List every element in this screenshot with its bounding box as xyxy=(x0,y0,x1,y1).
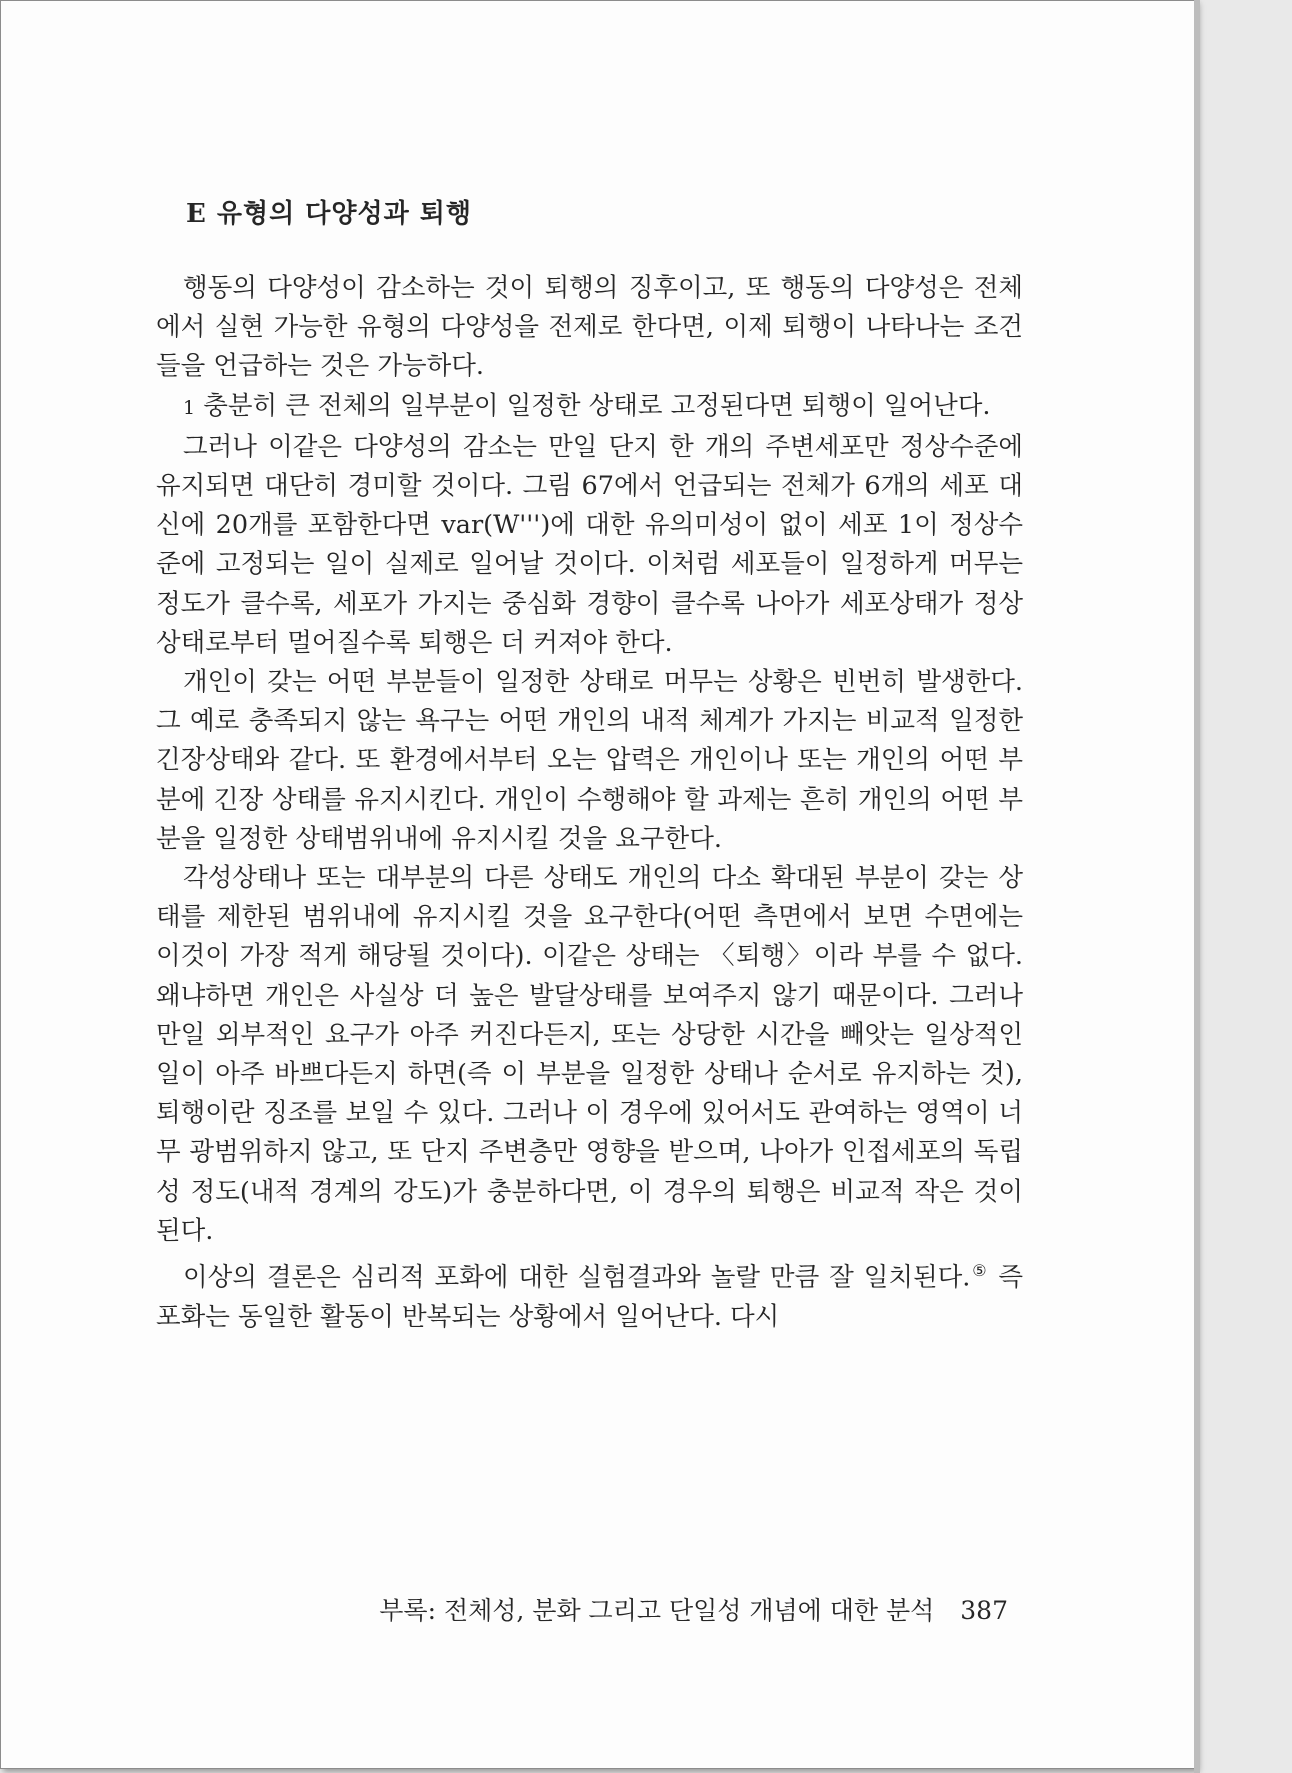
page-footer xyxy=(379,1591,1008,1627)
page-edge xyxy=(1194,0,1200,1773)
numbered-item-1 xyxy=(156,387,1023,428)
paragraph-5-continuation: 즉 포화는 동일한 활동이 반복되는 상황에서 일어난다. 다시 xyxy=(156,1262,1023,1332)
paragraph-4: 각성상태나 또는 대부분의 다른 상태도 개인의 다소 확대된 부분이 갖는 상태를 제한된 범위내에 유지시킬 것을 요구한다(어떤 측면에서 보면 수면에는 이것이 가장 적게 해당될 것이다). 이같은 상태는 〈퇴행〉이라 부를 수 없다. 왜냐하면 개인은 사실상 더 높은 발달상태를 보여주지 않기 때문이다. 그러나 만일 외부적인 요구가 아주 커진다든지, 또는 상당한 시간을 빼앗는 일상적인 일이 아주 바쁘다든지 하면(즉 이 부분을 일정한 상태나 순서로 유지하는 것), 퇴행이란 징조를 보일 수 있다. 그러나 이 경우에 있어서도 관여하는 영역이 너무 광범위하지 않고, 또 단지 주변층만 영향을 받으며, 나아가 인접세포의 독립성 정도(내적 경계의 강도)가 충분하다면, 이 경우의 퇴행은 비교적 작은 것이 된다. xyxy=(156,863,1023,1246)
footnote-marker[interactable]: ⑤ xyxy=(970,1261,989,1281)
paragraph-5 xyxy=(156,1251,1023,1337)
paragraph-1: 행동의 다양성이 감소하는 것이 퇴행의 징후이고, 또 행동의 다양성은 전체에서 실현 가능한 유형의 다양성을 전제로 한다면, 이제 퇴행이 나타나는 조건들을 언급하는 것은 가능하다. xyxy=(156,273,1023,382)
body-text xyxy=(156,269,1023,1337)
item-text: 충분히 큰 전체의 일부분이 일정한 상태로 고정된다면 퇴행이 일어난다. xyxy=(203,390,991,421)
paragraph-5-text: 이상의 결론은 심리적 포화에 대한 실험결과와 놀랄 만큼 잘 일치된다. xyxy=(183,1262,971,1293)
item-number: 1 xyxy=(183,396,196,419)
running-head: 부록: 전체성, 분화 그리고 단일성 개념에 대한 분석 xyxy=(379,1596,935,1625)
section-heading: E 유형의 다양성과 퇴행 xyxy=(186,199,473,229)
paragraph-2: 그러나 이같은 다양성의 감소는 만일 단지 한 개의 주변세포만 정상수준에 유지되면 대단히 경미할 것이다. 그림 67에서 언급되는 전체가 6개의 세포 대신에 20개를 포함한다면 var(W''')에 대한 유의미성이 없이 세포 1이 정상수준에 고정되는 일이 실제로 일어날 것이다. 이처럼 세포들이 일정하게 머무는 정도가 클수록, 세포가 가지는 중심화 경향이 클수록 나아가 세포상태가 정상상태로부터 멀어질수록 퇴행은 더 커져야 한다. xyxy=(156,431,1023,658)
paragraph-3: 개인이 갖는 어떤 부분들이 일정한 상태로 머무는 상황은 빈번히 발생한다. 그 예로 충족되지 않는 욕구는 어떤 개인의 내적 체계가 가지는 비교적 일정한 긴장상태와 같다. 또 환경에서부터 오는 압력은 개인이나 또는 개인의 어떤 부분에 긴장 상태를 유지시킨다. 개인이 수행해야 할 과제는 흔히 개인의 어떤 부분을 일정한 상태범위내에 유지시킬 것을 요구한다. xyxy=(156,667,1023,854)
page-number: 387 xyxy=(960,1596,1008,1625)
